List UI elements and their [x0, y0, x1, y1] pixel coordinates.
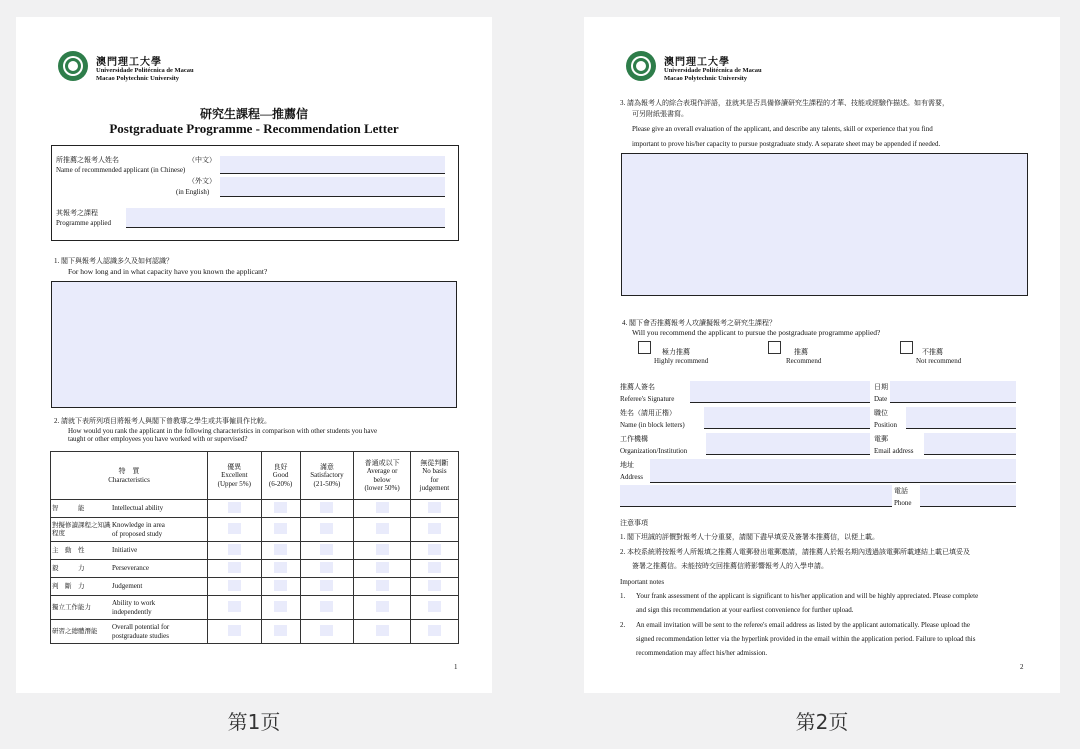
- address-label-en: Address: [620, 473, 643, 481]
- document-page-1[interactable]: [16, 17, 492, 693]
- rating-cell[interactable]: [410, 620, 458, 644]
- signature-field[interactable]: [690, 381, 870, 403]
- q1-label-zh: 1. 閣下與報考人認識多久及如何認識？: [54, 257, 173, 265]
- characteristic-zh: 主 動 性: [52, 546, 85, 554]
- column-header-range: (21-50%): [313, 479, 341, 488]
- characteristic-en-line-1: Perseverance: [112, 564, 149, 573]
- column-header-zh: 普通或以下: [364, 458, 400, 467]
- highly-recommend-label-en: Highly recommend: [654, 357, 709, 365]
- rating-cell[interactable]: [261, 542, 300, 560]
- note-en-1a: Your frank assessment of the applicant is significant to his/her application and will be highly appreciated. Please complete: [636, 592, 979, 600]
- rating-checkbox[interactable]: [228, 502, 241, 513]
- recommend-label-en: Recommend: [786, 357, 822, 365]
- rating-cell[interactable]: [300, 518, 354, 542]
- rating-cell[interactable]: [354, 560, 410, 578]
- characteristic-en: [112, 599, 206, 616]
- rating-checkbox[interactable]: [274, 502, 287, 513]
- q4-label-zh: 4. 閣下會否推薦報考人攻讀擬報考之研究生課程？: [622, 319, 776, 327]
- q3-evaluation-field[interactable]: [621, 153, 1028, 296]
- column-header-en: Satisfactory: [310, 471, 344, 480]
- university-name-en: Macao Polytechnic University: [664, 75, 748, 82]
- q2-label-en-1: How would you rank the applicant in the following characteristics in comparison with other students you have: [68, 427, 378, 435]
- note-en-2c: recommendation may affect his/her admission.: [636, 649, 768, 657]
- rating-checkbox[interactable]: [320, 625, 333, 636]
- ranking-table-body: [51, 500, 459, 644]
- column-header-en: No basis: [422, 467, 447, 475]
- page-1-caption: 第1页: [227, 710, 281, 734]
- note-en-1-number: 1.: [620, 592, 626, 600]
- table-row: [51, 560, 459, 578]
- rating-checkbox[interactable]: [228, 562, 241, 573]
- applicant-name-english-field[interactable]: [220, 177, 445, 197]
- address-field[interactable]: [650, 459, 1016, 483]
- note-en-2a: An email invitation will be sent to the referee's email address as listed by the applicant automatically. Please upload the: [636, 621, 970, 629]
- note-zh-2a: 2. 本校系統將按報考人所報填之推薦人電郵發出電郵邀請，請推薦人於報名期內透過該電郵所載連結上載已填妥及: [620, 548, 970, 556]
- rating-checkbox[interactable]: [320, 502, 333, 513]
- programme-applied-field[interactable]: [126, 208, 445, 228]
- university-seal-icon: [58, 51, 88, 81]
- characteristic-en: [112, 504, 206, 513]
- characteristic-cell: [51, 578, 208, 596]
- not-recommend-label-zh: 不推薦: [922, 348, 943, 356]
- phone-label-zh: 電話: [894, 487, 908, 495]
- rating-cell[interactable]: [410, 578, 458, 596]
- recommend-checkbox[interactable]: [768, 341, 781, 354]
- rating-cell[interactable]: [208, 500, 262, 518]
- characteristic-cell: [51, 560, 208, 578]
- in-english-label: (in English): [176, 188, 210, 196]
- characteristic-en: [112, 623, 206, 640]
- characteristic-en: [112, 564, 206, 573]
- table-row: [51, 518, 459, 542]
- characteristic-zh: 判 斷 力: [52, 582, 85, 590]
- applicant-name-label-en: Name of recommended applicant (in Chinese): [56, 166, 186, 174]
- column-header: [261, 452, 300, 500]
- characteristics-header-en: Characteristics: [108, 475, 150, 484]
- rating-checkbox[interactable]: [428, 625, 441, 636]
- programme-label-en: Programme applied: [56, 219, 112, 227]
- applicant-info-box: [51, 145, 459, 241]
- characteristic-en-line-1: Judgement: [112, 582, 143, 591]
- characteristic-en: [112, 546, 206, 555]
- rating-cell[interactable]: [410, 518, 458, 542]
- note-en-2b: signed recommendation letter via the hyperlink provided in the email within the application period. Failure to upload this: [636, 635, 976, 643]
- rating-checkbox[interactable]: [428, 580, 441, 591]
- university-name-zh: 澳門理工大學: [96, 57, 162, 68]
- column-header-en: Excellent: [221, 471, 248, 480]
- column-header: [410, 452, 458, 500]
- characteristic-en-line-2: independently: [112, 607, 152, 616]
- organization-label-en: Organization/Institution: [620, 447, 688, 455]
- rating-checkbox[interactable]: [274, 562, 287, 573]
- rating-cell[interactable]: [300, 596, 354, 620]
- notes-heading-zh: 注意事項: [620, 519, 648, 527]
- signature-label-zh: 推薦人簽名: [620, 383, 655, 391]
- name-label-zh: 姓名（請用正楷）: [620, 409, 676, 417]
- characteristic-cell: [51, 518, 208, 542]
- email-label-en: Email address: [874, 447, 914, 455]
- characteristic-en-line-1: Ability to work: [112, 599, 156, 607]
- note-en-1b: and sign this recommendation at your earliest convenience for further upload.: [636, 606, 854, 614]
- highly-recommend-checkbox[interactable]: [638, 341, 651, 354]
- q2-label-en-2: taught or other employees you have worked with or supervised?: [68, 435, 248, 443]
- rating-cell[interactable]: [300, 560, 354, 578]
- rating-checkbox[interactable]: [376, 601, 389, 612]
- rating-checkbox[interactable]: [274, 544, 287, 555]
- characteristic-en-line-1: Initiative: [112, 546, 138, 555]
- column-header-range-2: (lower 50%): [364, 484, 400, 492]
- characteristics-header: [51, 452, 208, 500]
- column-header-zh: 良好: [273, 462, 288, 471]
- rating-cell[interactable]: [208, 578, 262, 596]
- highly-recommend-label-zh: 極力推薦: [662, 348, 690, 356]
- programme-label-zh: 其報考之課程: [56, 209, 98, 217]
- address-field-line-2[interactable]: [620, 485, 892, 507]
- rating-cell[interactable]: [261, 620, 300, 644]
- table-row: [51, 542, 459, 560]
- rating-checkbox[interactable]: [320, 562, 333, 573]
- characteristic-zh: 獨立工作能力: [52, 603, 91, 611]
- column-header-en: Average or: [366, 467, 398, 475]
- rating-checkbox[interactable]: [274, 625, 287, 636]
- chinese-tag: （中文）: [188, 156, 216, 164]
- rating-cell[interactable]: [261, 560, 300, 578]
- address-label-zh: 地址: [620, 461, 634, 469]
- q3-label-zh-2: 可另附紙張書寫。: [632, 110, 688, 118]
- email-field[interactable]: [924, 433, 1016, 455]
- ranking-header-row: [51, 452, 459, 500]
- characteristic-zh: 智 能: [52, 504, 85, 512]
- referee-name-field[interactable]: [704, 407, 870, 429]
- university-name-pt: Universidade Politécnica de Macau: [664, 67, 762, 74]
- rating-checkbox[interactable]: [428, 562, 441, 573]
- characteristic-en: [112, 582, 206, 591]
- document-page-2[interactable]: [584, 17, 1060, 693]
- signature-label-en: Referee's Signature: [620, 395, 675, 403]
- rating-cell[interactable]: [208, 518, 262, 542]
- q3-label-zh-1: 3. 請為報考人的綜合表現作評語，並就其是否具備修讀研究生課程的才華、技能或經驗作描述。如有需要，: [620, 99, 949, 107]
- characteristic-en-line-1: Overall potential for: [112, 623, 170, 631]
- position-label-zh: 職位: [874, 409, 888, 417]
- applicant-name-label-zh: 所推薦之報考人姓名: [56, 156, 119, 164]
- notes-heading-en: Important notes: [620, 578, 665, 586]
- rating-cell[interactable]: [354, 500, 410, 518]
- rating-cell[interactable]: [261, 578, 300, 596]
- rating-checkbox[interactable]: [376, 544, 389, 555]
- form-title-en: Postgraduate Programme - Recommendation Letter: [109, 121, 399, 136]
- rating-cell[interactable]: [410, 542, 458, 560]
- rating-cell[interactable]: [208, 620, 262, 644]
- organization-field[interactable]: [706, 433, 870, 455]
- rating-checkbox[interactable]: [228, 544, 241, 555]
- page-2-caption: 第2页: [795, 710, 849, 734]
- characteristic-cell: [51, 542, 208, 560]
- rating-checkbox[interactable]: [376, 502, 389, 513]
- university-seal-icon: [626, 51, 656, 81]
- rating-checkbox[interactable]: [428, 523, 441, 534]
- name-label-en: Name (in block letters): [620, 421, 685, 429]
- rating-cell[interactable]: [261, 518, 300, 542]
- rating-cell[interactable]: [354, 542, 410, 560]
- column-header-zh: 滿意: [319, 462, 334, 471]
- rating-checkbox[interactable]: [428, 544, 441, 555]
- date-label-zh: 日期: [874, 383, 888, 391]
- rating-checkbox[interactable]: [428, 502, 441, 513]
- note-en-2-number: 2.: [620, 621, 626, 629]
- ranking-table: [50, 451, 459, 644]
- table-row: [51, 620, 459, 644]
- rating-cell[interactable]: [410, 500, 458, 518]
- date-label-en: Date: [874, 395, 888, 403]
- organization-label-zh: 工作機構: [620, 435, 648, 443]
- rating-checkbox[interactable]: [228, 625, 241, 636]
- rating-cell[interactable]: [300, 578, 354, 596]
- rating-cell[interactable]: [410, 560, 458, 578]
- rating-checkbox[interactable]: [228, 601, 241, 612]
- characteristic-zh: 研習之總體潛能: [52, 627, 98, 635]
- column-header-range: (6-20%): [268, 479, 293, 488]
- column-header: [300, 452, 354, 500]
- date-field[interactable]: [890, 381, 1016, 403]
- characteristic-en: [112, 521, 206, 538]
- characteristics-header-zh: 特 質: [118, 467, 140, 475]
- rating-checkbox[interactable]: [274, 601, 287, 612]
- foreign-tag: （外文）: [188, 177, 216, 185]
- rating-checkbox[interactable]: [228, 580, 241, 591]
- column-header: [208, 452, 262, 500]
- rating-cell[interactable]: [300, 620, 354, 644]
- characteristic-cell: [51, 596, 208, 620]
- q4-label-en: Will you recommend the applicant to pursue the postgraduate programme applied?: [632, 328, 881, 337]
- table-row: [51, 578, 459, 596]
- rating-cell[interactable]: [261, 500, 300, 518]
- characteristic-zh: 對擬修讀課程之知識程度: [52, 521, 111, 537]
- rating-checkbox[interactable]: [376, 625, 389, 636]
- q2-label-zh: 2. 請就下表所列項目將報考人與閣下曾教導之學生或共事僱員作比較。: [54, 417, 271, 425]
- position-field[interactable]: [906, 407, 1016, 429]
- rating-cell[interactable]: [208, 560, 262, 578]
- rating-checkbox[interactable]: [376, 523, 389, 534]
- rating-cell[interactable]: [300, 542, 354, 560]
- column-header: [354, 452, 410, 500]
- not-recommend-checkbox[interactable]: [900, 341, 913, 354]
- rating-checkbox[interactable]: [376, 580, 389, 591]
- rating-cell[interactable]: [261, 596, 300, 620]
- rating-checkbox[interactable]: [320, 523, 333, 534]
- column-header-en: Good: [272, 471, 289, 480]
- rating-checkbox[interactable]: [376, 562, 389, 573]
- column-header-zh: 優異: [227, 462, 242, 471]
- university-name-pt: Universidade Politécnica de Macau: [96, 67, 194, 74]
- rating-checkbox[interactable]: [274, 580, 287, 591]
- rating-cell[interactable]: [208, 542, 262, 560]
- rating-checkbox[interactable]: [428, 601, 441, 612]
- rating-cell[interactable]: [354, 578, 410, 596]
- not-recommend-label-en: Not recommend: [916, 357, 962, 365]
- position-label-en: Position: [874, 421, 897, 429]
- rating-checkbox[interactable]: [320, 580, 333, 591]
- university-name-en: Macao Polytechnic University: [96, 75, 180, 82]
- rating-checkbox[interactable]: [228, 523, 241, 534]
- column-header-range: (Upper 5%): [217, 479, 251, 488]
- rating-cell[interactable]: [354, 518, 410, 542]
- page-number: 2: [1020, 663, 1024, 671]
- characteristic-en-line-2: of proposed study: [112, 529, 163, 538]
- recommend-label-zh: 推薦: [794, 348, 808, 356]
- column-header-range: for: [430, 475, 439, 484]
- q3-label-en-2: important to prove his/her capacity to pursue postgraduate study. A separate sheet may be appended if needed.: [632, 140, 941, 148]
- note-zh-2b: 簽署之推薦信。未能按時交回推薦信將影響報考人的入學申請。: [632, 562, 828, 570]
- page-number: 1: [454, 663, 458, 671]
- q3-label-en-1: Please give an overall evaluation of the applicant, and describe any talents, skill or experience that you find: [632, 125, 933, 133]
- phone-field[interactable]: [920, 485, 1016, 507]
- column-header-zh: 無從判斷: [420, 458, 449, 467]
- column-header-range: below: [373, 475, 391, 484]
- phone-label-en: Phone: [894, 499, 912, 507]
- characteristic-en-line-2: postgraduate studies: [112, 631, 169, 640]
- characteristic-en-line-1: Knowledge in area: [112, 521, 165, 529]
- column-header-range-2: judgement: [419, 484, 450, 492]
- characteristic-cell: [51, 500, 208, 518]
- university-name-zh: 澳門理工大學: [664, 57, 730, 68]
- q1-answer-field[interactable]: [51, 281, 457, 408]
- characteristic-cell: [51, 620, 208, 644]
- form-title-zh: 研究生課程—推薦信: [199, 107, 308, 121]
- table-row: [51, 596, 459, 620]
- rating-checkbox[interactable]: [274, 523, 287, 534]
- email-label-zh: 電郵: [874, 435, 888, 443]
- rating-checkbox[interactable]: [320, 601, 333, 612]
- characteristic-zh: 毅 力: [52, 564, 85, 572]
- rating-checkbox[interactable]: [320, 544, 333, 555]
- applicant-name-chinese-field[interactable]: [220, 156, 445, 174]
- q1-label-en: For how long and in what capacity have you known the applicant?: [68, 267, 268, 276]
- characteristic-en-line-1: Intellectual ability: [112, 504, 164, 513]
- rating-cell[interactable]: [354, 596, 410, 620]
- table-row: [51, 500, 459, 518]
- rating-cell[interactable]: [410, 596, 458, 620]
- rating-cell[interactable]: [300, 500, 354, 518]
- note-zh-1: 1. 閣下坦誠的評價對報考人十分重要，請閣下盡早填妥及簽署本推薦信，以便上載。: [620, 533, 879, 541]
- rating-cell[interactable]: [208, 596, 262, 620]
- rating-cell[interactable]: [354, 620, 410, 644]
